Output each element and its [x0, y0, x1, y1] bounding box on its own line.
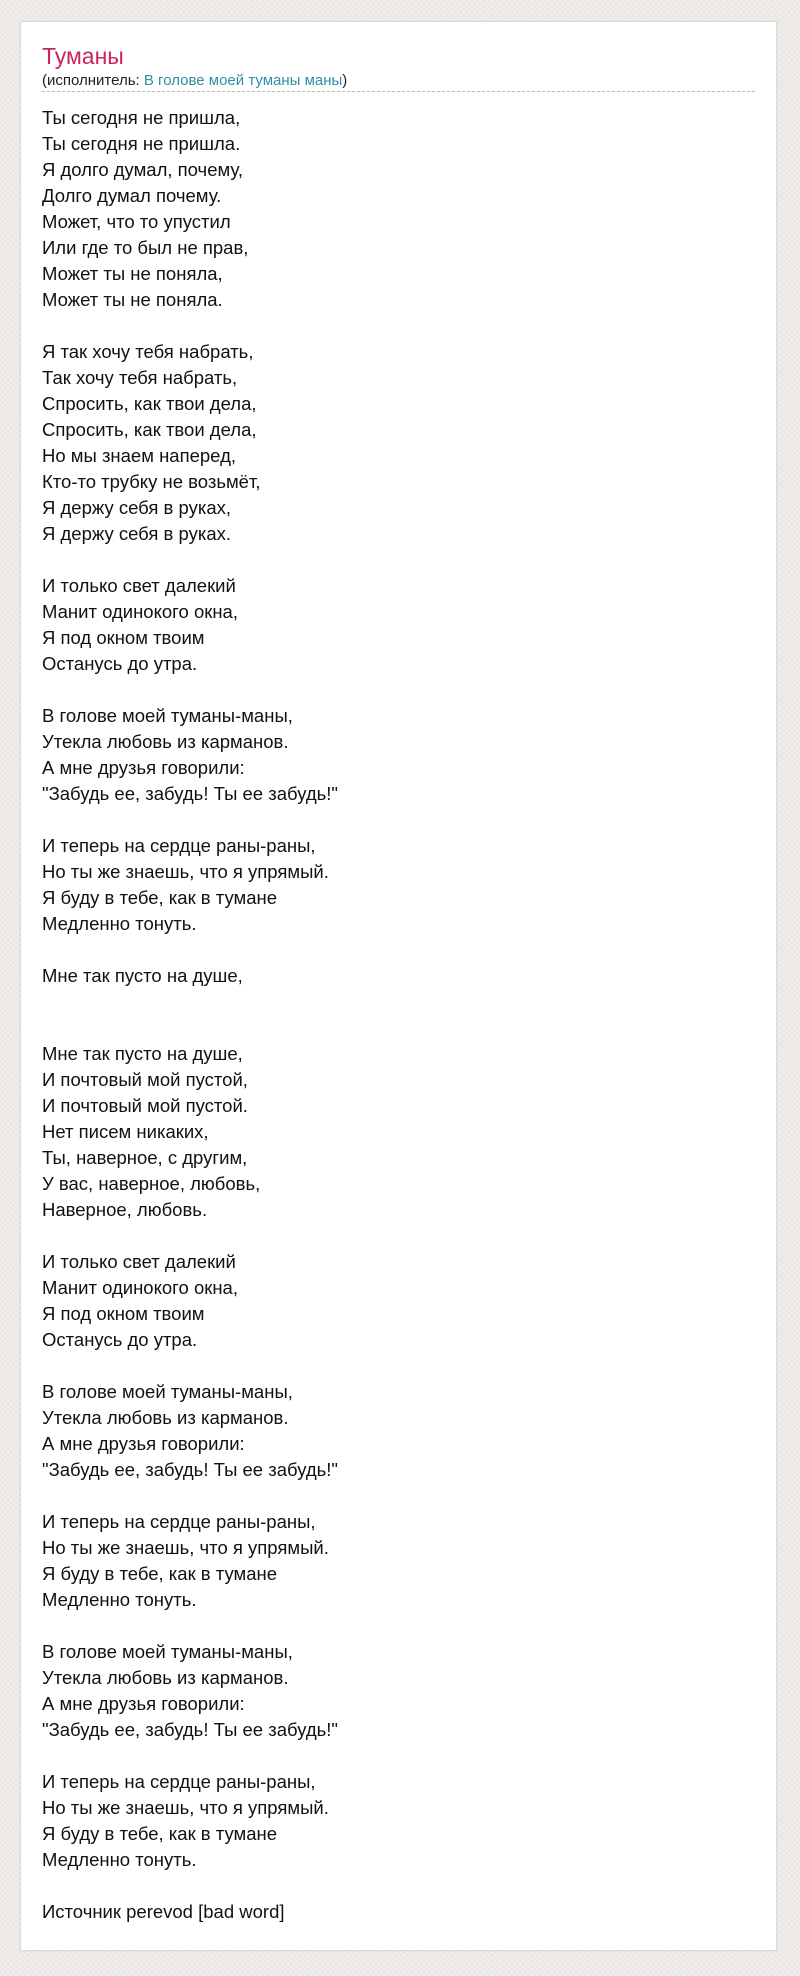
lyric-line: Я буду в тебе, как в тумане: [42, 1823, 278, 1844]
lyric-line: Спросить, как твои дела,: [42, 419, 257, 440]
lyrics-stanza: [42, 339, 755, 547]
lyric-line: Но ты же знаешь, что я упрямый.: [42, 1797, 329, 1818]
lyrics-stanza: [42, 573, 755, 677]
lyric-line: И только свет далекий: [42, 1251, 236, 1272]
lyrics-stanza: [42, 1899, 755, 1925]
lyric-line: Наверное, любовь.: [42, 1199, 208, 1220]
lyrics-stanza: [42, 105, 755, 313]
lyric-line: Может ты не поняла.: [42, 289, 223, 310]
lyrics-stanza: [42, 1639, 755, 1743]
lyric-line: Я под окном твоим: [42, 1303, 205, 1324]
lyric-line: Или где то был не прав,: [42, 237, 249, 258]
lyric-line: И теперь на сердце раны-раны,: [42, 1771, 316, 1792]
artist-line: [42, 72, 755, 90]
lyric-line: В голове моей туманы-маны,: [42, 1381, 293, 1402]
lyrics-stanza: [42, 963, 755, 1015]
lyric-line: Медленно тонуть.: [42, 1849, 197, 1870]
lyric-line: Я так хочу тебя набрать,: [42, 341, 254, 362]
song-title: Туманы: [42, 43, 124, 69]
lyric-line: А мне друзья говорили:: [42, 757, 245, 778]
lyric-line: Я держу себя в руках,: [42, 497, 232, 518]
lyric-line: Мне так пусто на душе,: [42, 1043, 243, 1064]
lyrics-stanza: [42, 833, 755, 937]
lyric-line: Я буду в тебе, как в тумане: [42, 887, 278, 908]
lyric-line: И почтовый мой пустой.: [42, 1095, 248, 1116]
lyric-line: И только свет далекий: [42, 575, 236, 596]
lyric-line: Утекла любовь из карманов.: [42, 731, 289, 752]
lyric-line: Источник perevod [bad word]: [42, 1901, 285, 1922]
lyric-line: "Забудь ее, забудь! Ты ее забудь!": [42, 1719, 338, 1740]
lyric-line: А мне друзья говорили:: [42, 1433, 245, 1454]
lyric-line: И теперь на сердце раны-раны,: [42, 835, 316, 856]
lyric-line: Медленно тонуть.: [42, 913, 197, 934]
lyric-line: Спросить, как твои дела,: [42, 393, 257, 414]
lyric-line: Манит одинокого окна,: [42, 601, 238, 622]
lyric-line: Нет писем никаких,: [42, 1121, 209, 1142]
lyric-line: Я буду в тебе, как в тумане: [42, 1563, 278, 1584]
lyric-line: Я под окном твоим: [42, 627, 205, 648]
lyrics-body: [42, 105, 755, 1951]
lyric-line: Медленно тонуть.: [42, 1589, 197, 1610]
lyrics-stanza: [42, 1769, 755, 1873]
lyric-line: Утекла любовь из карманов.: [42, 1667, 289, 1688]
lyric-line: Но ты же знаешь, что я упрямый.: [42, 1537, 329, 1558]
lyric-line: Может ты не поняла,: [42, 263, 223, 284]
lyric-line: И теперь на сердце раны-раны,: [42, 1511, 316, 1532]
lyric-line: У вас, наверное, любовь,: [42, 1173, 261, 1194]
lyric-line: "Забудь ее, забудь! Ты ее забудь!": [42, 783, 338, 804]
lyric-line: Останусь до утра.: [42, 653, 198, 674]
lyric-line: Кто-то трубку не возьмёт,: [42, 471, 261, 492]
lyric-line: В голове моей туманы-маны,: [42, 705, 293, 726]
lyric-line: Но мы знаем наперед,: [42, 445, 236, 466]
lyric-line: Так хочу тебя набрать,: [42, 367, 238, 388]
lyric-line: Долго думал почему.: [42, 185, 222, 206]
song-header: [42, 42, 755, 92]
lyric-line: И почтовый мой пустой,: [42, 1069, 248, 1090]
lyrics-stanza: [42, 703, 755, 807]
lyric-line: Мне так пусто на душе,: [42, 965, 243, 986]
blank-line: [42, 989, 755, 1015]
lyrics-stanza: [42, 1509, 755, 1613]
artist-suffix: ): [342, 72, 348, 89]
lyric-line: Но ты же знаешь, что я упрямый.: [42, 861, 329, 882]
lyric-line: "Забудь ее, забудь! Ты ее забудь!": [42, 1459, 338, 1480]
lyric-line: Ты, наверное, с другим,: [42, 1147, 248, 1168]
lyric-line: Останусь до утра.: [42, 1329, 198, 1350]
lyric-line: Утекла любовь из карманов.: [42, 1407, 289, 1428]
lyric-line: Я держу себя в руках.: [42, 523, 232, 544]
lyrics-stanza: [42, 1249, 755, 1353]
lyric-line: Манит одинокого окна,: [42, 1277, 238, 1298]
lyric-line: Может, что то упустил: [42, 211, 231, 232]
lyrics-stanza: [42, 1379, 755, 1483]
lyric-line: Ты сегодня не пришла.: [42, 133, 241, 154]
artist-prefix: (исполнитель:: [42, 72, 144, 89]
lyric-line: Ты сегодня не пришла,: [42, 107, 241, 128]
lyric-line: В голове моей туманы-маны,: [42, 1641, 293, 1662]
lyric-line: А мне друзья говорили:: [42, 1693, 245, 1714]
lyric-line: Я долго думал, почему,: [42, 159, 243, 180]
lyrics-card: [20, 21, 777, 1951]
artist-link[interactable]: В голове моей туманы маны: [143, 72, 343, 89]
lyrics-stanza: [42, 1041, 755, 1223]
